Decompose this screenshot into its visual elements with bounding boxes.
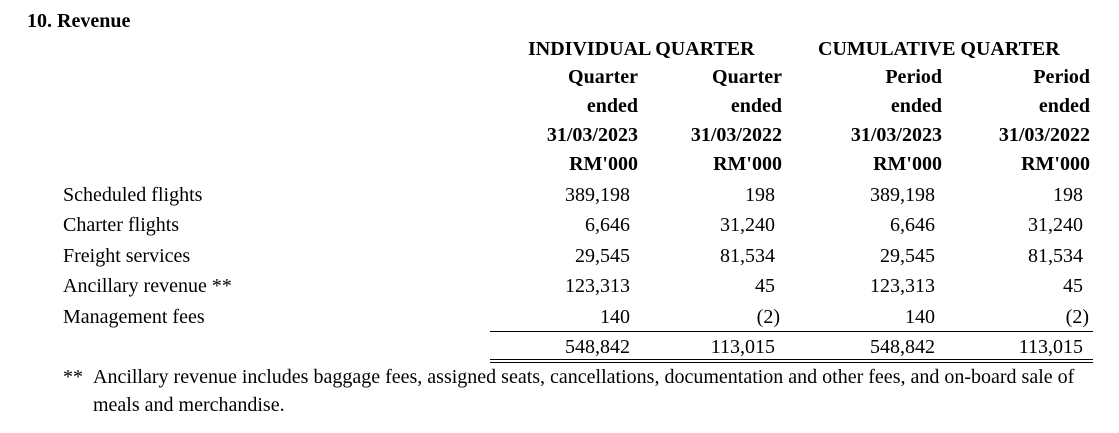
row-label-freight-services: Freight services (63, 245, 191, 267)
column-header-line: 31/03/2022 (690, 124, 782, 146)
table-cell: 31,240 (1028, 214, 1083, 236)
column-header-line: RM'000 (1021, 153, 1090, 175)
table-cell: (2) (1065, 306, 1089, 328)
column-header-line: ended (586, 95, 638, 117)
table-cell: 389,198 (565, 184, 630, 206)
total-cell: 113,015 (1018, 336, 1083, 358)
table-cell: 140 (600, 306, 630, 328)
row-label-ancillary-revenue: Ancillary revenue ** (63, 275, 232, 297)
table-cell: 123,313 (565, 275, 630, 297)
table-cell: 123,313 (870, 275, 935, 297)
column-header-line: 31/03/2022 (998, 124, 1090, 146)
column-header-line: RM'000 (713, 153, 782, 175)
table-cell: 31,240 (720, 214, 775, 236)
cumulative-quarter-header: CUMULATIVE QUARTER (818, 38, 1060, 60)
total-cell: 548,842 (565, 336, 630, 358)
column-header-line: ended (890, 95, 942, 117)
table-cell: 198 (1053, 184, 1083, 206)
column-header-line: 31/03/2023 (546, 124, 638, 146)
individual-quarter-header: INDIVIDUAL QUARTER (528, 38, 755, 60)
row-label-scheduled-flights: Scheduled flights (63, 184, 203, 206)
table-cell: 45 (1063, 275, 1083, 297)
table-cell: 29,545 (880, 245, 935, 267)
column-header-p-2022 (950, 63, 1090, 179)
footnote-marker: ** (63, 366, 83, 388)
column-header-line: RM'000 (873, 153, 942, 175)
row-label-management-fees: Management fees (63, 306, 205, 328)
table-cell: 389,198 (870, 184, 935, 206)
column-header-q-2023 (498, 63, 638, 179)
total-cell: 548,842 (870, 336, 935, 358)
table-cell: 45 (755, 275, 775, 297)
table-cell: 81,534 (1028, 245, 1083, 267)
column-header-line: Period (885, 66, 942, 88)
table-cell: 29,545 (575, 245, 630, 267)
column-header-line: ended (730, 95, 782, 117)
section-title: 10. Revenue (27, 10, 131, 32)
column-header-line: ended (1038, 95, 1090, 117)
column-header-line: Quarter (712, 66, 782, 88)
table-cell: 6,646 (890, 214, 935, 236)
column-header-p-2023 (802, 63, 942, 179)
total-double-rule-top (490, 359, 1093, 360)
row-label-charter-flights: Charter flights (63, 214, 180, 236)
table-cell: 6,646 (585, 214, 630, 236)
table-cell: (2) (756, 306, 780, 328)
column-header-line: RM'000 (569, 153, 638, 175)
table-cell: 81,534 (720, 245, 775, 267)
footnote (63, 363, 1093, 419)
column-header-line: 31/03/2023 (850, 124, 942, 146)
column-header-line: Quarter (568, 66, 638, 88)
table-cell: 198 (745, 184, 775, 206)
footnote-text: Ancillary revenue includes baggage fees, assigned seats, cancellations, documentation and other fees, and on-board sale of meals and merchandise. (93, 366, 1075, 416)
column-header-line: Period (1033, 66, 1090, 88)
column-header-q-2022 (642, 63, 782, 179)
table-cell: 140 (905, 306, 935, 328)
total-cell: 113,015 (710, 336, 775, 358)
